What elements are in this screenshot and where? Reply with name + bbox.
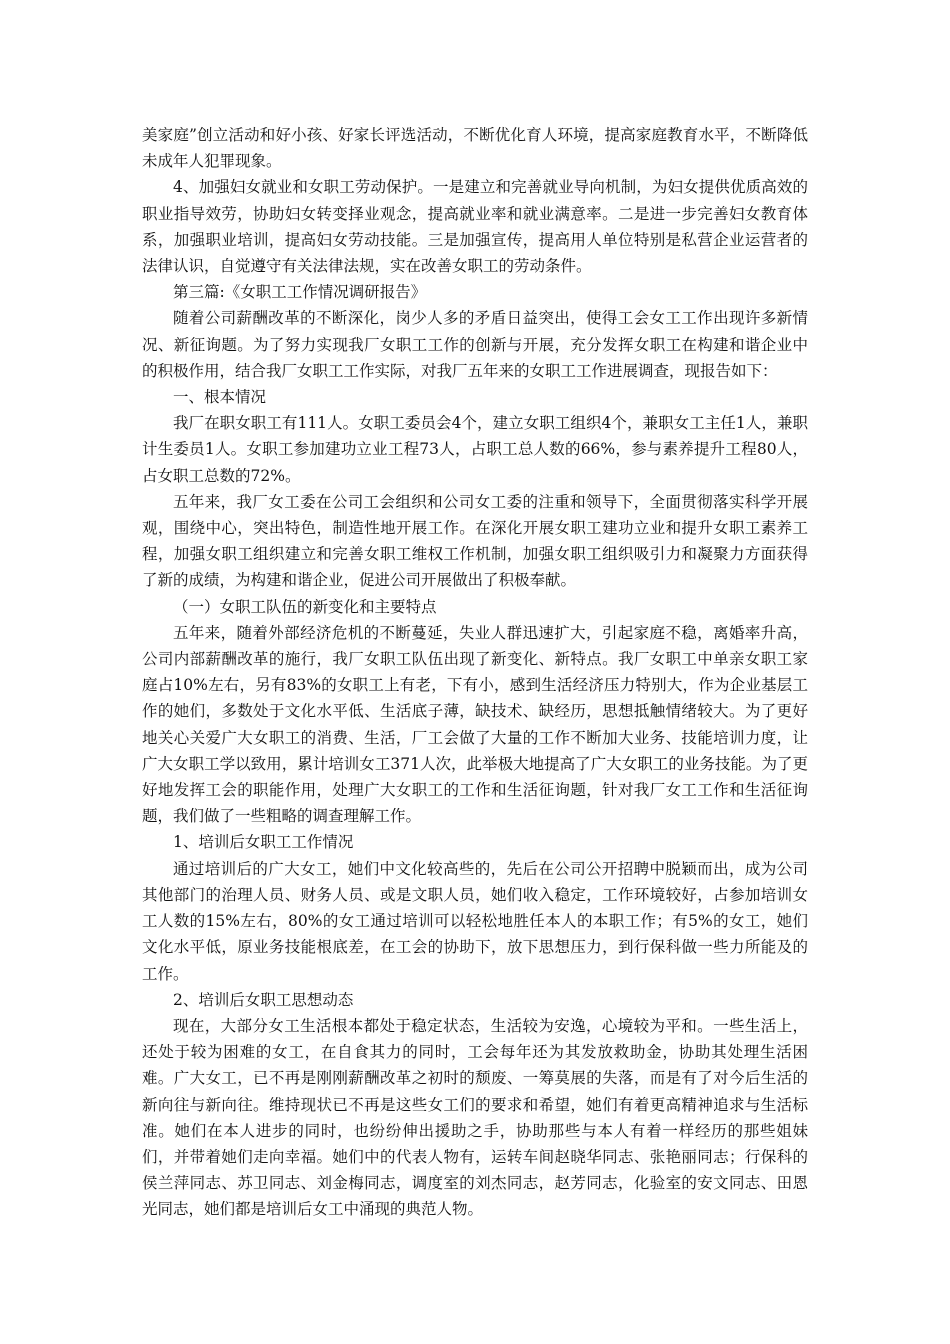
heading-new-changes: （一）女职工队伍的新变化和主要特点 bbox=[173, 597, 437, 616]
paragraph-work-after-training: 通过培训后的广大女工，她们中文化较高些的，先后在公司公开招聘中脱颖而出，成为公司其他部门的治理人员、财务人员、或是文职人员，她们收入稳定，工作环境较好，占参加培训女工人数的15%左右，80%的女工通过培训可以轻松地胜任本人的本职工作；有5%的女工，她们文化水平低，原业务技能根底差，在工会的协助下，放下思想压力，到行保科做一些力所能及的工作。 bbox=[142, 859, 808, 983]
paragraph-mindset-after-training: 现在，大部分女工生活根本都处于稳定状态，生活较为安逸，心境较为平和。一些生活上，还处于较为困难的女工，在自食其力的同时，工会每年还为其发放救助金，协助其处理生活困难。广大女工，已不再是刚刚薪酬改革之初时的颓废、一筹莫展的失落，而是有了对今后生活的新向往与新向往。维持现状已不再是这些女工们的要求和希望，她们有着更高精神追求与生活标准。她们在本人进步的同时，也纷纷伸出援助之手，协助那些与本人有着一样经历的那些姐妹们，并带着她们走向幸福。她们中的代表人物有，运转车间赵晓华同志、张艳丽同志；行保科的侯兰萍同志、苏卫同志、刘金梅同志，调度室的刘杰同志，赵芳同志，化验室的安文同志、田恩光同志，她们都是培训后女工中涌现的典范人物。 bbox=[142, 1016, 808, 1219]
paragraph-staff-stats: 我厂在职女职工有111人。女职工委员会4个，建立女职工组织4个，兼职女工主任1人，兼职计生委员1人。女职工参加建功立业工程73人，占职工总人数的66%，参与素养提升工程80人，占女职工总数的72%。 bbox=[142, 414, 808, 485]
paragraph-five-years: 五年来，我厂女工委在公司工会组织和公司女工委的注重和领导下，全面贯彻落实科学开展观，围绕中心，突出特色，制造性地开展工作。在深化开展女职工建功立业和提升女职工素养工程，加强女职工组织建立和完善女职工维权工作机制，加强女职工组织吸引力和凝聚力方面获得了新的成绩，为构建和谐企业，促进公司开展做出了积极奉献。 bbox=[142, 492, 808, 590]
paragraph-continuation: 美家庭”创立活动和好小孩、好家长评选活动，不断优化育人环境，提高家庭教育水平，不断降低未成年人犯罪现象。 bbox=[142, 126, 808, 171]
heading-work-after-training: 1、培训后女职工工作情况 bbox=[173, 833, 354, 852]
paragraph-new-changes: 五年来，随着外部经济危机的不断蔓延，失业人群迅速扩大，引起家庭不稳，离婚率升高，公司内部薪酬改革的施行，我厂女职工队伍出现了新变化、新特点。我厂女职工中单亲女职工家庭占10%左右，另有83%的女职工上有老，下有小，感到生活经济压力特别大，作为企业基层工作的她们，多数处于文化水平低、生活底子薄，缺技术、缺经历，思想抵触情绪较大。为了更好地关心关爱广大女职工的消费、生活，厂工会做了大量的工作不断加大业务、技能培训力度，让广大女职工学以致用，累计培训女工371人次，此举极大地提高了广大女职工的业务技能。为了更好地发挥工会的职能作用，处理广大女职工的工作和生活征询题，针对我厂女工工作和生活征询题，我们做了一些粗略的调查理解工作。 bbox=[142, 623, 808, 826]
paragraph-intro: 随着公司薪酬改革的不断深化，岗少人多的矛盾日益突出，使得工会女工工作出现许多新情况、新征询题。为了努力实现我厂女职工工作的创新与开展，充分发挥女职工在构建和谐企业中的积极作用，结合我厂女职工工作实际，对我厂五年来的女职工工作进展调查，现报告如下： bbox=[142, 309, 808, 380]
heading-mindset-after-training: 2、培训后女职工思想动态 bbox=[173, 990, 354, 1009]
paragraph-item-4: 4、加强妇女就业和女职工劳动保护。一是建立和完善就业导向机制，为妇女提供优质高效的职业指导效劳，协助妇女转变择业观念，提高就业率和就业满意率。二是进一步完善妇女教育体系，加强职业培训，提高妇女劳动技能。三是加强宣传，提高用人单位特别是私营企业运营者的法律认识，自觉遵守有关法律法规，实在改善女职工的劳动条件。 bbox=[142, 178, 808, 276]
heading-basic-situation: 一、根本情况 bbox=[173, 388, 267, 407]
section-title-part3: 第三篇:《女职工工作情况调研报告》 bbox=[173, 283, 427, 302]
document-body bbox=[142, 122, 808, 1223]
